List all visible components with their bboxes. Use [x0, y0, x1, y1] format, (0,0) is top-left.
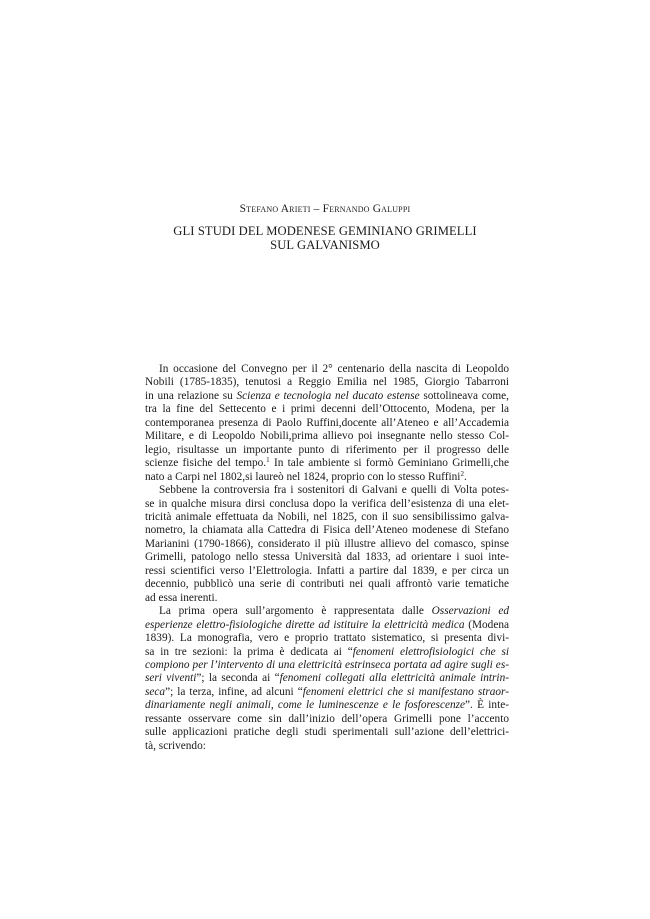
text-line: sa in tre sezioni: la prima è dedicata ai “fenomeni elettrofisiologici che si: [145, 645, 509, 658]
text-line: ressante osservare come sin dall’inizio dell’opera Grimelli pone l’accento: [145, 712, 509, 725]
footnote-ref-2: 2: [460, 469, 464, 478]
text-line: ad essa inerenti.: [145, 591, 218, 604]
footnote-ref-1: 1: [266, 456, 270, 465]
text-line: esperienze elettro-fisiologiche dirette ad istituire la elettricità medica (Modena: [145, 618, 509, 631]
text-line: Sebbene la controversia fra i sostenitori di Galvani e quelli di Volta potes-: [159, 484, 509, 497]
text-line: Militare, e di Leopoldo Nobili,prima allievo poi insegnante nello stesso Col-: [145, 430, 509, 443]
text-line: nometro, la chiamata alla Cattedra di Fisica dell’Ateneo modenese di Stefano: [145, 524, 509, 537]
title-line-2: SUL GALVANISMO: [270, 238, 380, 252]
text-line: Nobili (1785-1835), tenutosi a Reggio Emilia nel 1985, Giorgio Tabarroni: [145, 376, 509, 389]
paragraph-2: [145, 484, 509, 605]
text-line: Marianini (1790-1866), considerato il più illustre allievo del comasco, spinse: [145, 537, 509, 550]
article-body: [145, 363, 509, 753]
text-line: compiono per l’intervento di una elettricità estrinseca portata ad agire sugli es-: [145, 658, 509, 671]
text-line: seca”; la terza, infine, ad alcuni “fenomeni elettrici che si manifestano straor-: [145, 685, 509, 698]
text-line: decennio, pubblicò una serie di contributi nei quali affrontò varie tematiche: [145, 578, 509, 591]
text-line: scienze fisiche del tempo.$^1$ In tale ambiente si formò Geminiano Grimelli,che: [145, 456, 510, 470]
authors-line: Stefano Arieti – Fernando Galuppi: [239, 203, 411, 215]
text-line: legio, risultasse un importante punto di riferimento per il progresso delle: [145, 443, 509, 456]
text-line: tà, scrivendo:: [145, 739, 206, 752]
text-line: in una relazione su Scienza e tecnologia nel ducato estense sottolineava come,: [145, 389, 509, 402]
text-line: ressi scientifici verso l’Elettrologia. Infatti a partire dal 1839, e per circa un: [145, 564, 509, 577]
text-line: nato a Carpi nel 1802,si laureò nel 1824, proprio con lo stesso Ruffini$^2$.: [145, 469, 467, 483]
text-line: 1839). La monografia, vero e proprio trattato sistematico, si presenta divi-: [145, 632, 509, 645]
text-line: tra la fine del Settecento e i primi decenni dell’Ottocento, Modena, per la: [145, 403, 509, 416]
text-line: Grimelli, patologo nello stessa Università dal 1833, ad orientare i suoi inte-: [145, 551, 509, 564]
text-line: La prima opera sull’argomento è rappresentata dalle Osservazioni ed: [159, 605, 509, 618]
text-line: In occasione del Convegno per il 2° centenario della nascita di Leopoldo: [159, 363, 509, 375]
paragraph-1: [145, 363, 509, 484]
text-line: seri viventi”; la seconda ai “fenomeni collegati alla elettricità animale intrin-: [145, 672, 509, 685]
text-line: dinariamente negli animali, come le luminescenze e le fosforescenze”. È inte-: [145, 699, 509, 712]
text-line: se in qualche misura dirsi conclusa dopo la verifica dell’esistenza di una elet-: [145, 497, 509, 510]
text-line: tricità animale effettuata da Nobili, nel 1825, con il suo sensibilissimo galva-: [145, 510, 509, 523]
article-title: [0, 224, 650, 252]
text-line: sulle applicazioni pratiche degli studi sperimentali sull’azione dell’elettrici-: [145, 726, 509, 739]
text-line: contemporanea presenza di Paolo Ruffini,docente all’Ateneo e all’Accademia: [145, 416, 509, 429]
title-line-1: GLI STUDI DEL MODENESE GEMINIANO GRIMELLI: [173, 224, 477, 238]
paragraph-3: [145, 605, 509, 753]
